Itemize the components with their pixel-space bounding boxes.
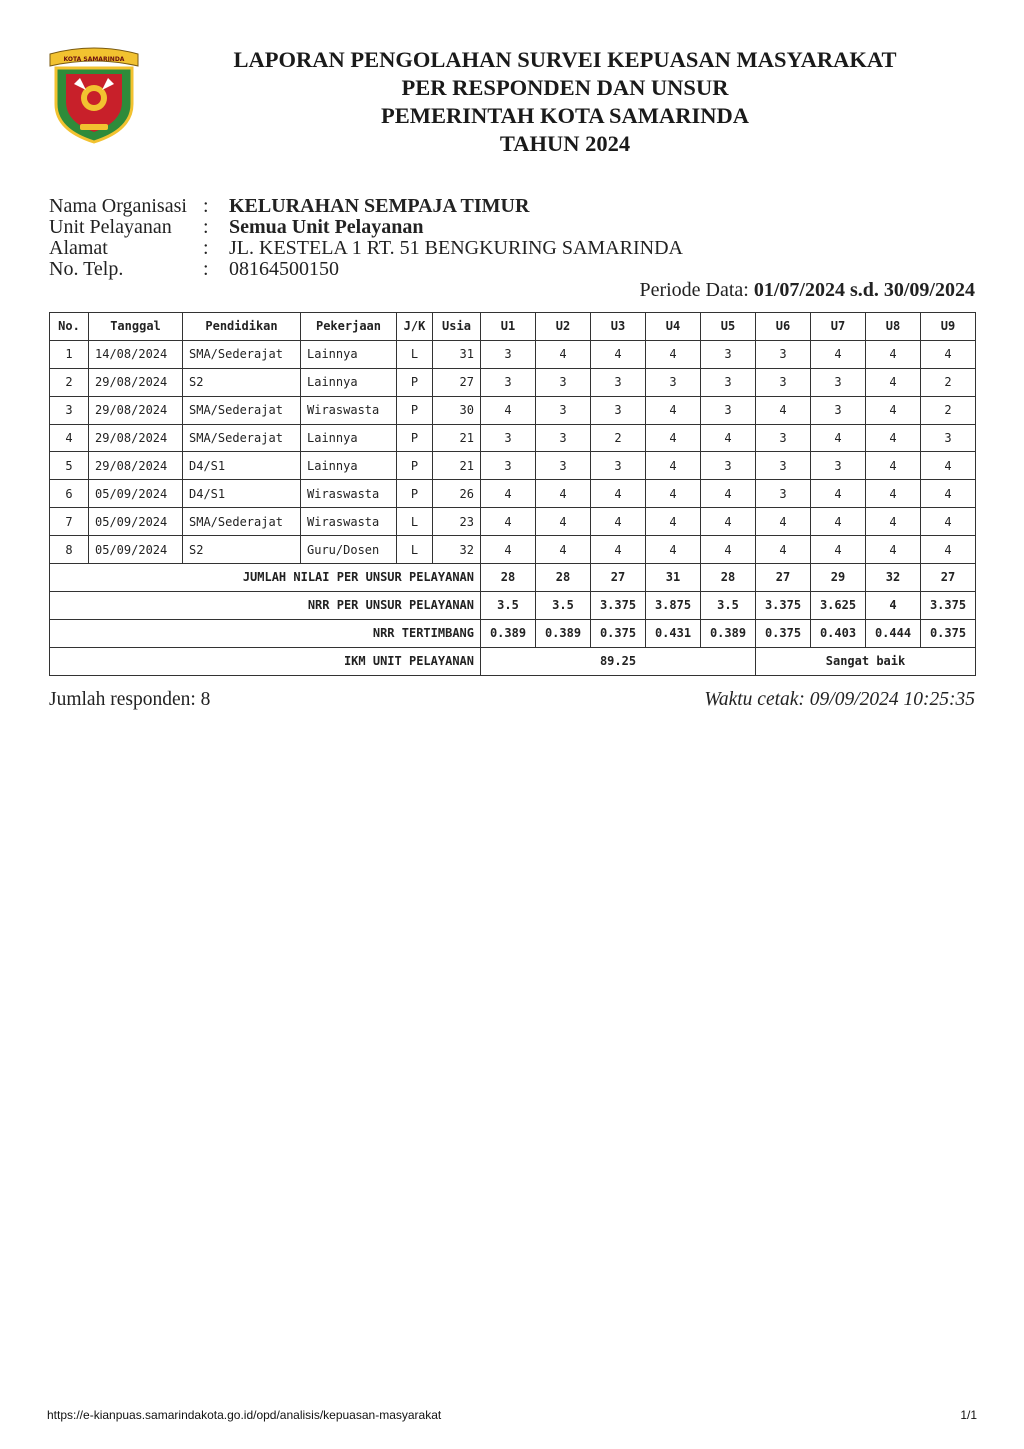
summary-row (50, 619, 976, 647)
table-cell: 4 (811, 340, 866, 368)
table-row (50, 452, 976, 480)
table-cell: 3 (536, 424, 591, 452)
column-header: Usia (433, 313, 481, 341)
table-cell: 3 (536, 452, 591, 480)
table-row (50, 480, 976, 508)
summary-value: 27 (591, 564, 646, 592)
summary-value: 3.375 (756, 591, 811, 619)
table-cell: 4 (646, 480, 701, 508)
table-cell: 05/09/2024 (89, 536, 183, 564)
table-cell: 3 (481, 452, 536, 480)
table-cell: 4 (866, 396, 921, 424)
summary-value: 31 (646, 564, 701, 592)
info-value: JL. KESTELA 1 RT. 51 BENGKURING SAMARINDA (229, 237, 683, 259)
table-row (50, 396, 976, 424)
table-cell: 8 (50, 536, 89, 564)
table-cell: P (397, 396, 433, 424)
table-cell: 3 (536, 368, 591, 396)
table-cell: 4 (756, 508, 811, 536)
table-cell: SMA/Sederajat (183, 508, 301, 536)
info-value: KELURAHAN SEMPAJA TIMUR (229, 195, 530, 217)
table-cell: 4 (811, 508, 866, 536)
city-emblem-logo (46, 44, 142, 144)
table-cell: 4 (811, 536, 866, 564)
table-cell: 4 (481, 536, 536, 564)
table-row (50, 368, 976, 396)
table-cell: SMA/Sederajat (183, 424, 301, 452)
summary-value: 3.375 (591, 591, 646, 619)
organization-info (49, 196, 683, 280)
title-line-2: PER RESPONDEN DAN UNSUR (401, 75, 729, 100)
table-cell: 3 (756, 480, 811, 508)
summary-value: 0.389 (536, 619, 591, 647)
table-cell: 4 (866, 508, 921, 536)
column-header: U3 (591, 313, 646, 341)
table-cell: 3 (811, 368, 866, 396)
table-cell: 4 (50, 424, 89, 452)
table-cell: Wiraswasta (301, 396, 397, 424)
summary-value: 0.375 (756, 619, 811, 647)
column-header: U5 (701, 313, 756, 341)
table-cell: 3 (646, 368, 701, 396)
summary-value: 28 (481, 564, 536, 592)
table-cell: 4 (646, 424, 701, 452)
table-cell: 4 (536, 480, 591, 508)
summary-value: 3.5 (701, 591, 756, 619)
table-cell: 3 (756, 424, 811, 452)
table-cell: L (397, 340, 433, 368)
title-line-1: LAPORAN PENGOLAHAN SURVEI KEPUASAN MASYARAKAT (233, 47, 897, 72)
info-colon: : (203, 258, 209, 280)
summary-row (50, 591, 976, 619)
table-row (50, 340, 976, 368)
table-cell: Wiraswasta (301, 480, 397, 508)
table-cell: 30 (433, 396, 481, 424)
summary-value: 27 (921, 564, 976, 592)
respondent-count: Jumlah responden: 8 (49, 689, 211, 710)
respondent-table (49, 312, 976, 676)
summary-value: 3.625 (811, 591, 866, 619)
summary-row (50, 564, 976, 592)
table-cell: 4 (481, 480, 536, 508)
table-cell: 4 (646, 452, 701, 480)
title-line-4: TAHUN 2024 (499, 131, 631, 156)
info-label: Alamat (49, 237, 108, 259)
table-cell: 32 (433, 536, 481, 564)
summary-value: 0.444 (866, 619, 921, 647)
column-header: J/K (397, 313, 433, 341)
info-row (49, 217, 683, 238)
table-cell: 4 (646, 396, 701, 424)
table-cell: 14/08/2024 (89, 340, 183, 368)
table-cell: 4 (756, 396, 811, 424)
summary-value: 4 (866, 591, 921, 619)
table-cell: 4 (921, 452, 976, 480)
ikm-value: 89.25 (481, 647, 756, 675)
info-colon: : (203, 195, 209, 217)
table-cell: 3 (756, 368, 811, 396)
column-header: Pekerjaan (301, 313, 397, 341)
table-cell: 27 (433, 368, 481, 396)
table-cell: Lainnya (301, 340, 397, 368)
summary-value: 3.5 (481, 591, 536, 619)
table-header-row (50, 313, 976, 341)
table-cell: L (397, 508, 433, 536)
table-cell: 4 (866, 340, 921, 368)
table-cell: 3 (756, 340, 811, 368)
table-cell: 4 (536, 536, 591, 564)
summary-value: 29 (811, 564, 866, 592)
info-row (49, 259, 683, 280)
table-cell: 3 (481, 424, 536, 452)
column-header: U1 (481, 313, 536, 341)
table-cell: 29/08/2024 (89, 368, 183, 396)
info-label: Unit Pelayanan (49, 216, 172, 238)
table-cell: 3 (701, 368, 756, 396)
column-header: Pendidikan (183, 313, 301, 341)
table-cell: 4 (866, 480, 921, 508)
table-cell: 3 (701, 340, 756, 368)
table-cell: 4 (921, 536, 976, 564)
table-cell: S2 (183, 536, 301, 564)
table-cell: 7 (50, 508, 89, 536)
info-colon: : (203, 216, 209, 238)
table-cell: 4 (646, 508, 701, 536)
table-cell: 2 (921, 396, 976, 424)
table-cell: 3 (50, 396, 89, 424)
summary-label: JUMLAH NILAI PER UNSUR PELAYANAN (50, 564, 481, 592)
table-cell: 2 (921, 368, 976, 396)
summary-value: 28 (701, 564, 756, 592)
table-cell: 3 (481, 340, 536, 368)
table-cell: 3 (811, 396, 866, 424)
table-cell: P (397, 368, 433, 396)
table-cell: 31 (433, 340, 481, 368)
page-url: https://e-kianpuas.samarindakota.go.id/opd/analisis/kepuasan-masyarakat (47, 1408, 442, 1422)
table-cell: 05/09/2024 (89, 480, 183, 508)
column-header: U6 (756, 313, 811, 341)
info-value: Semua Unit Pelayanan (229, 216, 424, 238)
column-header: U2 (536, 313, 591, 341)
table-cell: SMA/Sederajat (183, 396, 301, 424)
summary-value: 32 (866, 564, 921, 592)
table-cell: 4 (591, 480, 646, 508)
table-row (50, 424, 976, 452)
table-cell: 4 (701, 480, 756, 508)
period-label: Periode Data: (639, 279, 749, 301)
table-cell: Guru/Dosen (301, 536, 397, 564)
period-value: 01/07/2024 s.d. 30/09/2024 (753, 279, 975, 301)
table-cell: S2 (183, 368, 301, 396)
table-cell: D4/S1 (183, 480, 301, 508)
table-cell: 2 (50, 368, 89, 396)
title-line-3: PEMERINTAH KOTA SAMARINDA (381, 103, 749, 128)
table-cell: 4 (591, 508, 646, 536)
table-cell: 4 (811, 480, 866, 508)
table-body (50, 340, 976, 675)
table-cell: 4 (481, 508, 536, 536)
table-cell: 23 (433, 508, 481, 536)
table-cell: 26 (433, 480, 481, 508)
info-value: 08164500150 (229, 258, 339, 280)
table-cell: P (397, 480, 433, 508)
table-cell: 3 (811, 452, 866, 480)
info-row (49, 196, 683, 217)
table-cell: 3 (536, 396, 591, 424)
table-cell: 3 (591, 368, 646, 396)
table-cell: 4 (811, 424, 866, 452)
table-cell: 1 (50, 340, 89, 368)
table-cell: 3 (701, 396, 756, 424)
column-header: U9 (921, 313, 976, 341)
table-cell: SMA/Sederajat (183, 340, 301, 368)
table-cell: 05/09/2024 (89, 508, 183, 536)
table-cell: 4 (701, 536, 756, 564)
report-title (150, 46, 980, 158)
table-cell: 4 (866, 368, 921, 396)
table-row (50, 536, 976, 564)
svg-text:KOTA SAMARINDA: KOTA SAMARINDA (63, 56, 125, 63)
table-cell: 3 (756, 452, 811, 480)
table-cell: 4 (536, 508, 591, 536)
table-cell: Wiraswasta (301, 508, 397, 536)
table-cell: 4 (921, 480, 976, 508)
table-row (50, 508, 976, 536)
table-cell: 4 (536, 340, 591, 368)
table-cell: 4 (866, 424, 921, 452)
ikm-label: IKM UNIT PELAYANAN (50, 647, 481, 675)
summary-value: 28 (536, 564, 591, 592)
summary-value: 0.389 (481, 619, 536, 647)
ikm-row (50, 647, 976, 675)
table-cell: 4 (591, 536, 646, 564)
table-cell: 4 (481, 396, 536, 424)
table-cell: 4 (701, 508, 756, 536)
info-label: No. Telp. (49, 258, 124, 280)
table-cell: 3 (921, 424, 976, 452)
table-cell: 29/08/2024 (89, 452, 183, 480)
table-cell: 4 (646, 536, 701, 564)
table-cell: 6 (50, 480, 89, 508)
table-cell: 4 (866, 452, 921, 480)
ikm-category: Sangat baik (756, 647, 976, 675)
summary-value: 3.5 (536, 591, 591, 619)
table-cell: 4 (866, 536, 921, 564)
summary-value: 27 (756, 564, 811, 592)
info-label: Nama Organisasi (49, 195, 187, 217)
summary-value: 3.375 (921, 591, 976, 619)
table-cell: 3 (701, 452, 756, 480)
period-line (639, 279, 975, 302)
table-cell: P (397, 452, 433, 480)
table-cell: 5 (50, 452, 89, 480)
table-cell: Lainnya (301, 424, 397, 452)
print-time: Waktu cetak: 09/09/2024 10:25:35 (704, 689, 975, 710)
table-cell: 4 (756, 536, 811, 564)
table-cell: 29/08/2024 (89, 424, 183, 452)
page-number: 1/1 (960, 1408, 977, 1422)
table-cell: 4 (921, 340, 976, 368)
summary-value: 0.375 (921, 619, 976, 647)
table-cell: Lainnya (301, 368, 397, 396)
table-cell: 21 (433, 452, 481, 480)
table-cell: 2 (591, 424, 646, 452)
table-cell: 4 (591, 340, 646, 368)
table-cell: D4/S1 (183, 452, 301, 480)
summary-value: 3.875 (646, 591, 701, 619)
table-cell: P (397, 424, 433, 452)
summary-label: NRR TERTIMBANG (50, 619, 481, 647)
summary-label: NRR PER UNSUR PELAYANAN (50, 591, 481, 619)
column-header: U7 (811, 313, 866, 341)
column-header: Tanggal (89, 313, 183, 341)
column-header: No. (50, 313, 89, 341)
table-cell: 29/08/2024 (89, 396, 183, 424)
summary-value: 0.403 (811, 619, 866, 647)
table-cell: 21 (433, 424, 481, 452)
table-cell: 4 (921, 508, 976, 536)
table-cell: 3 (481, 368, 536, 396)
table-cell: 4 (646, 340, 701, 368)
summary-value: 0.389 (701, 619, 756, 647)
table-cell: 3 (591, 396, 646, 424)
column-header: U4 (646, 313, 701, 341)
table-cell: 3 (591, 452, 646, 480)
info-colon: : (203, 237, 209, 259)
table-cell: 4 (701, 424, 756, 452)
summary-value: 0.375 (591, 619, 646, 647)
column-header: U8 (866, 313, 921, 341)
table-cell: L (397, 536, 433, 564)
summary-value: 0.431 (646, 619, 701, 647)
info-row (49, 238, 683, 259)
table-cell: Lainnya (301, 452, 397, 480)
